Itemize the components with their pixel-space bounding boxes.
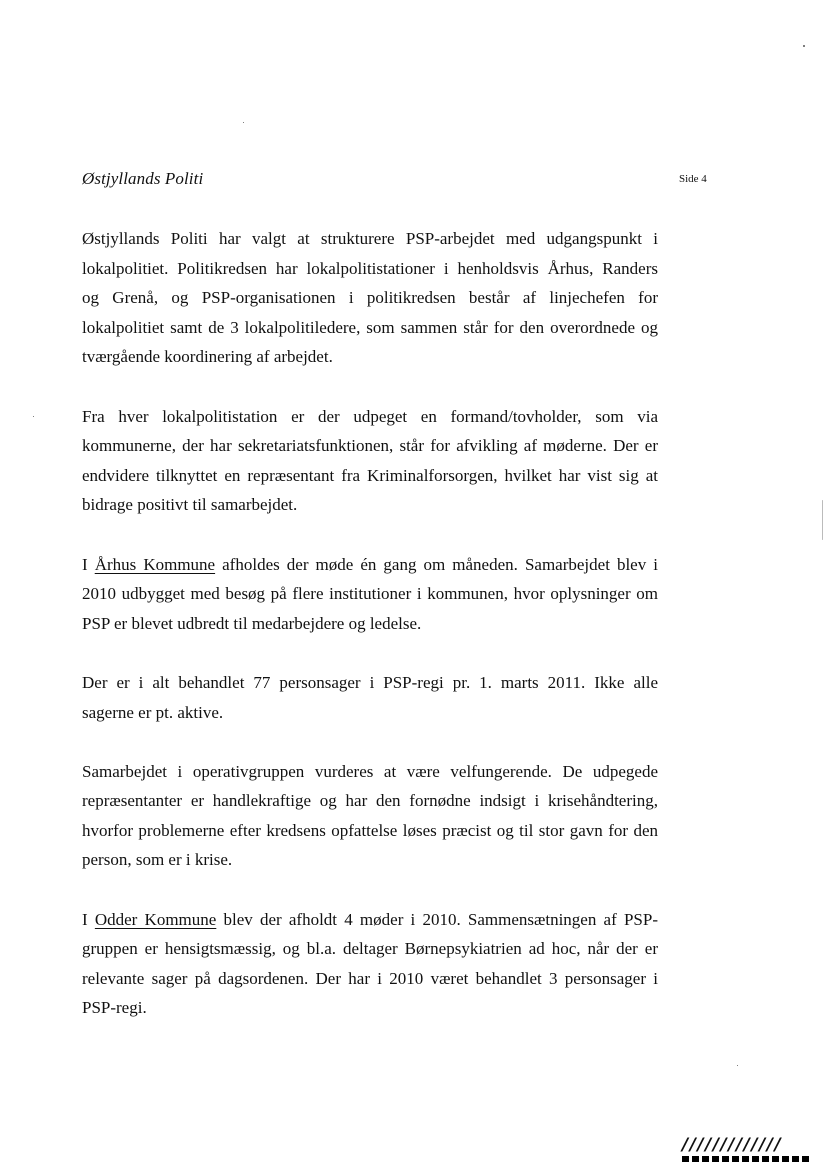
line-suffix: blev der afholdt 4 møder i 2010. Sammensætningen af PSP- bbox=[216, 909, 658, 929]
paragraph-line: person, som er i krise. bbox=[82, 850, 233, 870]
paragraph-line: repræsentanter er handlekraftige og har den fornødne indsigt i krisehåndtering, bbox=[82, 791, 658, 811]
scan-speck bbox=[243, 122, 244, 123]
paragraph-line: gruppen er hensigtsmæssig, og bl.a. deltager Børnepsykiatrien ad hoc, når der er bbox=[82, 939, 658, 959]
paragraph-line bbox=[82, 905, 658, 935]
paragraph-line: og Grenå, og PSP-organisationen i politikredsen består af linjechefen for bbox=[82, 288, 658, 308]
paragraph-5 bbox=[82, 757, 658, 875]
document-header-title: Østjyllands Politi bbox=[82, 169, 204, 188]
barcode-marks: ///////////// bbox=[682, 1135, 783, 1155]
underlined-municipality: Århus Kommune bbox=[94, 554, 216, 574]
scan-speck bbox=[822, 500, 823, 540]
paragraph-4 bbox=[82, 668, 658, 727]
line-prefix: I bbox=[82, 909, 95, 929]
line-prefix: I bbox=[82, 554, 95, 574]
scan-speck bbox=[33, 416, 34, 417]
paragraph-line: Samarbejdet i operativgruppen vurderes at være velfungerende. De udpegede bbox=[82, 761, 658, 781]
scan-speck bbox=[737, 1065, 738, 1066]
paragraph-line: endvidere tilknyttet en repræsentant fra Kriminalforsorgen, hvilket har vist sig at bbox=[82, 465, 658, 485]
document-body bbox=[82, 224, 658, 1023]
paragraph-1 bbox=[82, 224, 658, 372]
underlined-municipality: Odder Kommune bbox=[94, 909, 217, 929]
paragraph-line: kommunerne, der har sekretariatsfunktionen, står for afvikling af møderne. Der er bbox=[82, 436, 658, 456]
paragraph-line: Østjyllands Politi har valgt at strukturere PSP-arbejdet med udgangspunkt i bbox=[82, 229, 658, 248]
paragraph-line: hvorfor problemerne efter kredsens opfattelse løses præcist og til stor gavn for den bbox=[82, 820, 658, 840]
barcode-bar bbox=[682, 1156, 812, 1162]
paragraph-line: PSP-regi. bbox=[82, 998, 147, 1018]
paragraph-3 bbox=[82, 550, 658, 639]
line-suffix: afholdes der møde én gang om måneden. Samarbejdet blev i bbox=[215, 554, 658, 574]
paragraph-line: PSP er blevet udbredt til medarbejdere og ledelse. bbox=[82, 613, 422, 633]
paragraph-line: relevante sager på dagsordenen. Der har i 2010 været behandlet 3 personsager i bbox=[82, 968, 658, 988]
paragraph-line: sagerne er pt. aktive. bbox=[82, 702, 224, 722]
paragraph-2 bbox=[82, 402, 658, 520]
paragraph-line bbox=[82, 550, 658, 580]
paragraph-6 bbox=[82, 905, 658, 1023]
scan-speck bbox=[803, 45, 805, 47]
paragraph-line: 2010 udbygget med besøg på flere institutioner i kommunen, hvor oplysninger om bbox=[82, 584, 658, 604]
paragraph-line: Fra hver lokalpolitistation er der udpeget en formand/tovholder, som via bbox=[82, 406, 658, 426]
paragraph-line: lokalpolitiet samt de 3 lokalpolitiledere, som sammen står for den overordnede og bbox=[82, 317, 658, 337]
paragraph-line: lokalpolitiet. Politikredsen har lokalpolitistationer i henholdsvis Århus, Randers bbox=[82, 258, 658, 278]
paragraph-line: bidrage positivt til samarbejdet. bbox=[82, 495, 298, 515]
page-number: Side 4 bbox=[679, 173, 707, 185]
paragraph-line: tværgående koordinering af arbejdet. bbox=[82, 347, 333, 367]
paragraph-line: Der er i alt behandlet 77 personsager i PSP-regi pr. 1. marts 2011. Ikke alle bbox=[82, 672, 658, 692]
